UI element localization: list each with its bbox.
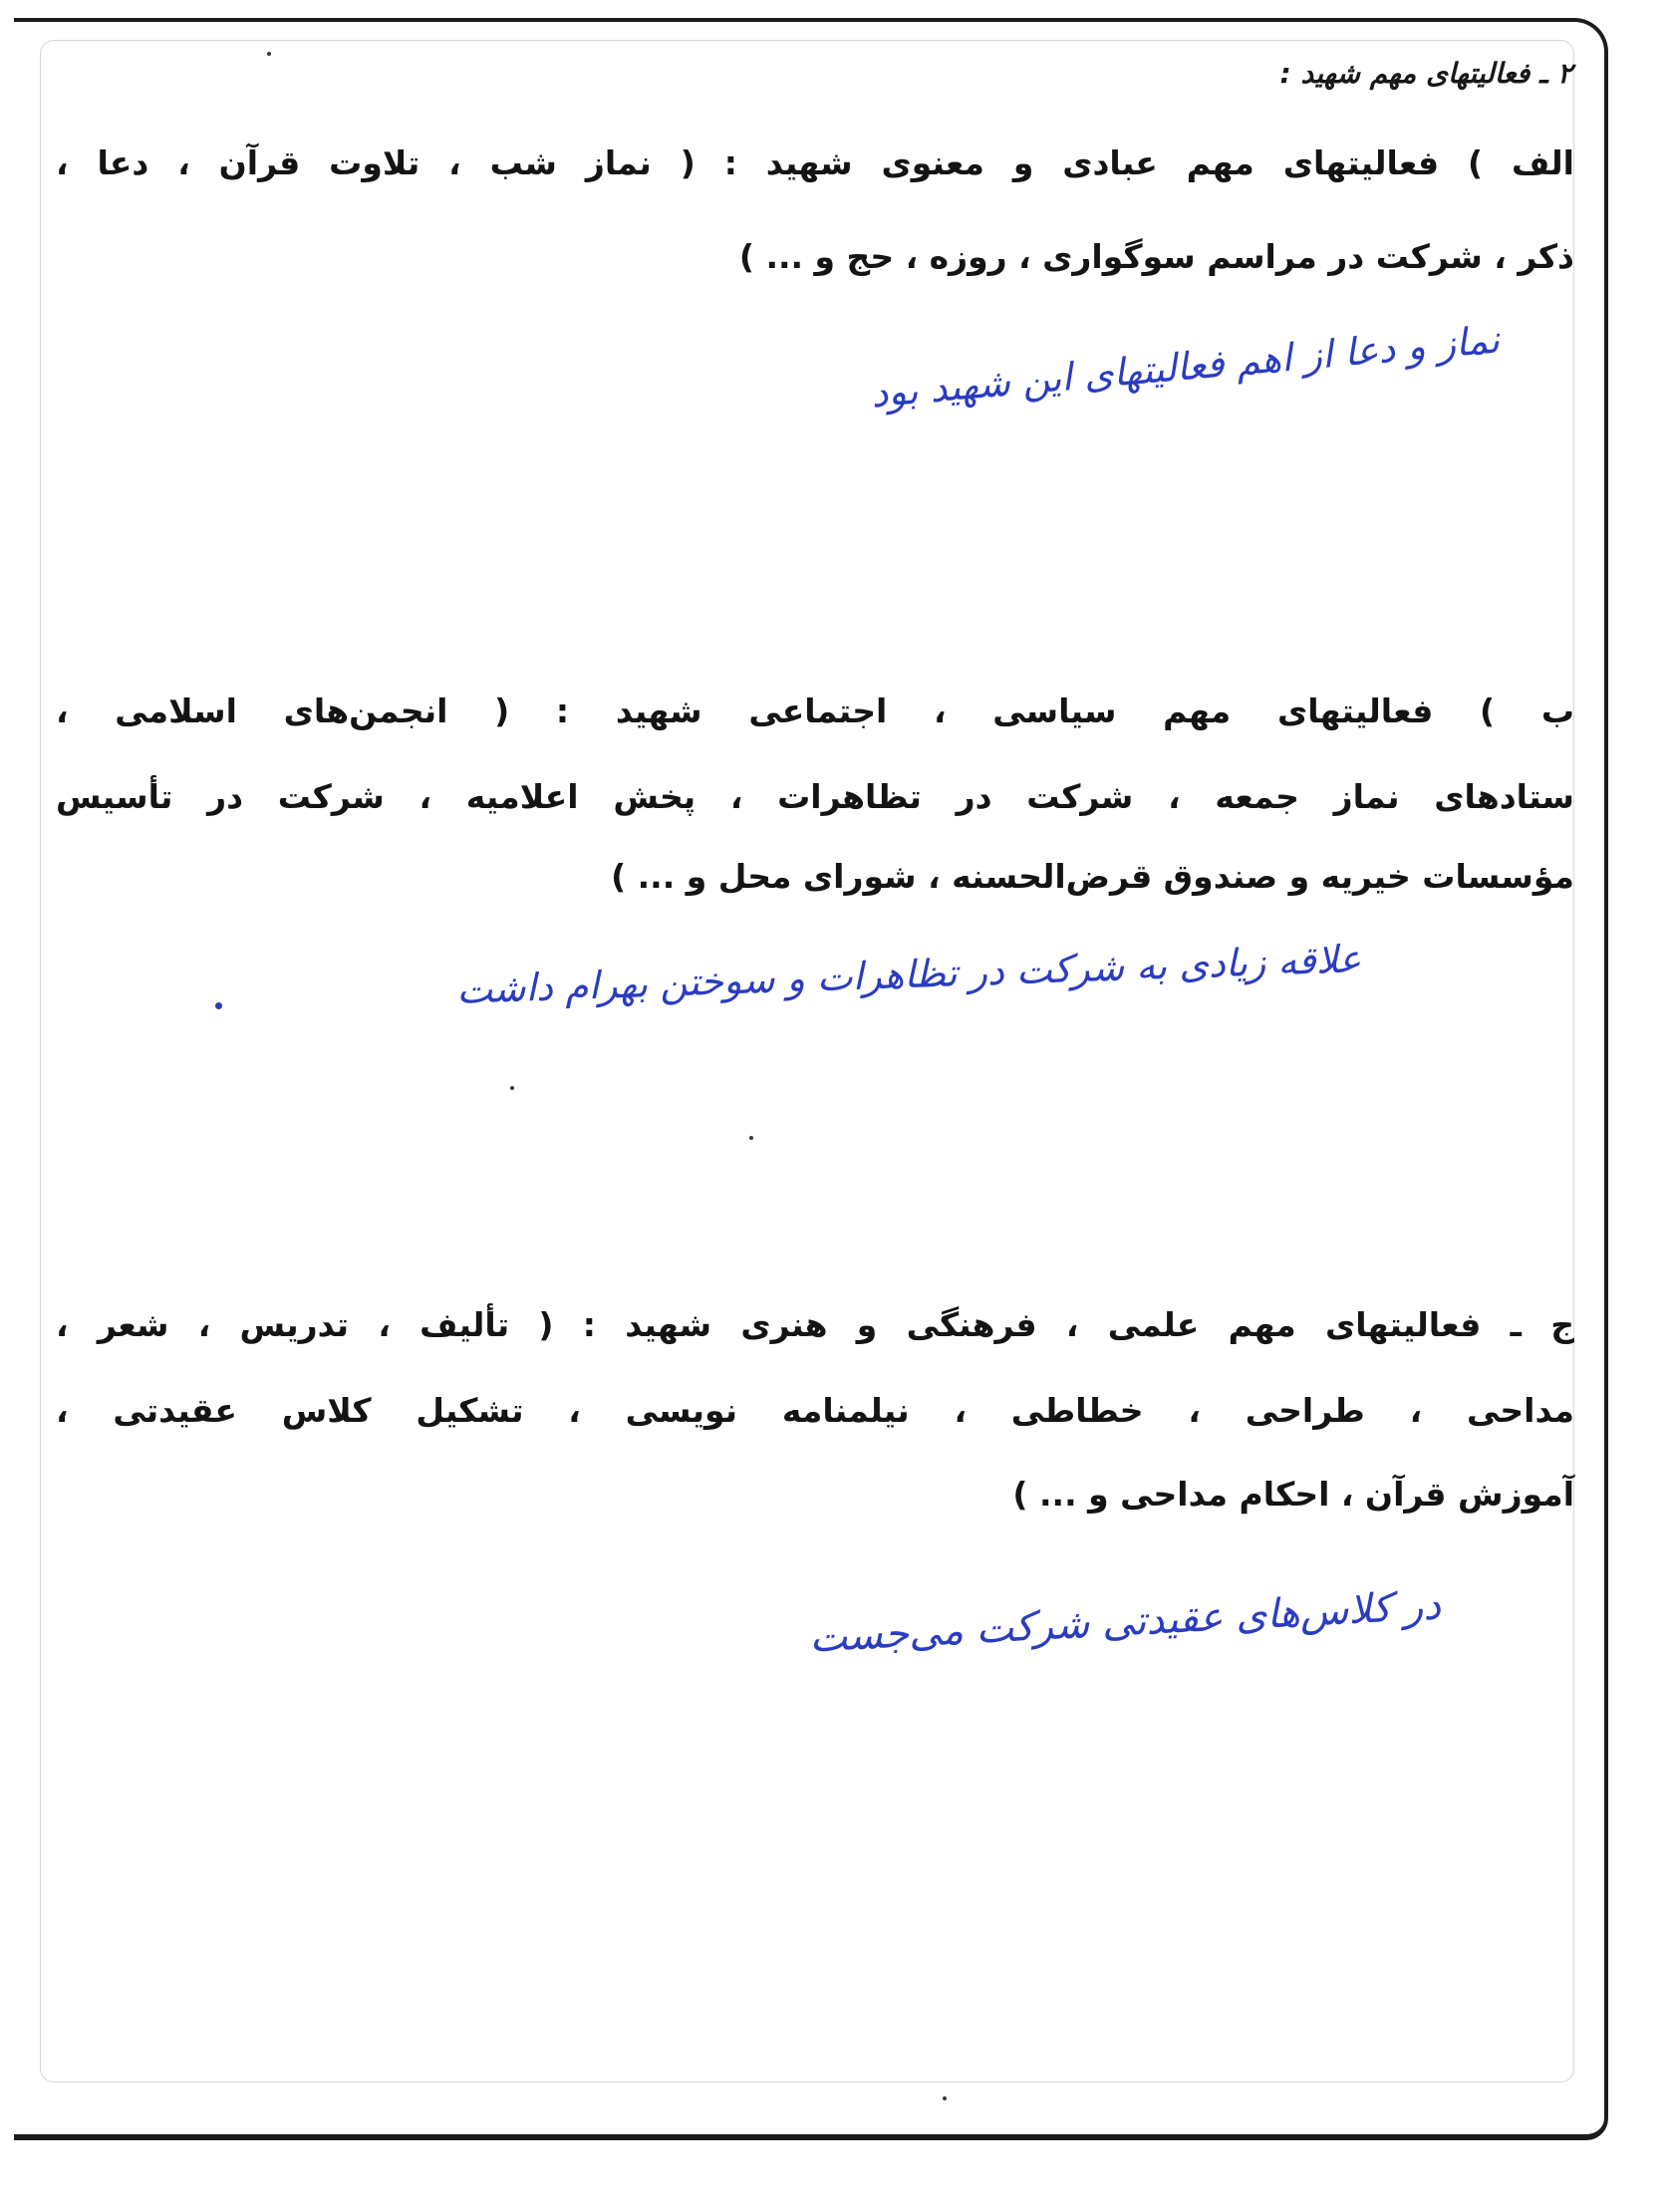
section-b-question-line-1: ب ) فعالیتهای مهم سیاسی ، اجتماعی شهید : ( انجمن‌های اسلامی ، xyxy=(56,691,1574,730)
section-a-question-line-2: ذکر ، شرکت در مراسم سوگواری ، روزه ، حج و ... ) xyxy=(738,237,1574,276)
section-b-question-line-3: مؤسسات خیریه و صندوق قرض‌الحسنه ، شورای محل و ... ) xyxy=(611,857,1574,896)
section-b-question-line-2: ستادهای نماز جمعه ، شرکت در تظاهرات ، پخش اعلامیه ، شرکت در تأسیس xyxy=(56,777,1574,816)
section-heading: ۲ ـ فعالیتهای مهم شهید : xyxy=(1279,57,1572,90)
scan-speck xyxy=(510,1086,514,1090)
section-c-question-line-1: ج ـ فعالیتهای مهم علمی ، فرهنگی و هنری شهید : ( تألیف ، تدریس ، شعر ، xyxy=(56,1305,1574,1344)
scan-speck xyxy=(749,1136,753,1140)
section-c-handwritten-answer: در کلاس‌های عقیدتی شرکت می‌جست xyxy=(807,1582,1442,1662)
handwritten-period xyxy=(215,1002,222,1009)
section-b-handwritten-answer: علاقه زیادی به شرکت در تظاهرات و سوختن بهرام داشت xyxy=(455,937,1362,1012)
scan-speck xyxy=(267,52,271,56)
section-c-question-line-3: آموزش قرآن ، احکام مداحی و ... ) xyxy=(1012,1475,1574,1514)
section-a-question-line-1: الف ) فعالیتهای مهم عبادی و معنوی شهید : ( نماز شب ، تلاوت قرآن ، دعا ، xyxy=(56,143,1574,182)
scan-speck xyxy=(943,2096,947,2100)
section-c-question-line-2: مداحی ، طراحی ، خطاطی ، نیلمنامه نویسی ، تشکیل کلاس عقیدتی ، xyxy=(56,1391,1574,1430)
section-a-handwritten-answer: نماز و دعا از اهم فعالیتهای این شهید بود xyxy=(869,317,1502,416)
